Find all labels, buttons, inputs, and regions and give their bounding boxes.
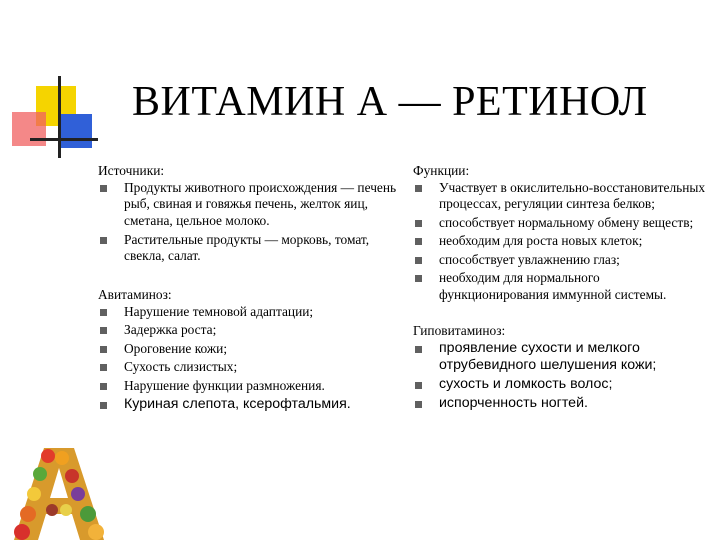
functions-heading: Функции: <box>413 163 470 178</box>
bullet-icon <box>100 185 107 192</box>
bullet-icon <box>415 382 422 389</box>
list-item: Участвует в окислительно-восстановительных процессах, регуляции синтеза белков; <box>413 180 713 213</box>
list-item: Задержка роста; <box>98 322 398 339</box>
bullet-icon <box>100 364 107 371</box>
bullet-icon <box>100 383 107 390</box>
list-item: Куриная слепота, ксерофтальмия. <box>98 396 398 413</box>
list-item: Нарушение функции размножения. <box>98 378 398 395</box>
bullet-icon <box>100 237 107 244</box>
bullet-icon <box>100 309 107 316</box>
list-item: Продукты животного происхождения — печень рыб, свиная и говяжья печень, желток яиц, сметана, цельное молоко. <box>98 180 398 230</box>
list-item: необходим для роста новых клеток; <box>413 233 713 250</box>
decor-blue-square <box>58 114 92 148</box>
avitaminosis-heading: Авитаминоз: <box>98 287 172 302</box>
bullet-icon <box>100 327 107 334</box>
avitaminosis-list <box>98 304 398 414</box>
list-item: Ороговение кожи; <box>98 341 398 358</box>
sources-heading: Источники: <box>98 163 165 178</box>
list-item: Нарушение темновой адаптации; <box>98 304 398 321</box>
right-column <box>413 163 713 414</box>
bullet-icon <box>415 220 422 227</box>
bullet-icon <box>415 185 422 192</box>
bullet-icon <box>415 346 422 353</box>
bullet-icon <box>100 402 107 409</box>
sources-list <box>98 180 398 265</box>
list-item: проявление сухости и мелкого отрубевидного шелушения кожи; <box>413 340 713 374</box>
list-item: способствует нормальному обмену веществ; <box>413 215 713 232</box>
decor-horizontal-line <box>30 138 98 141</box>
bullet-icon <box>415 275 422 282</box>
list-item: Сухость слизистых; <box>98 359 398 376</box>
bullet-icon <box>415 238 422 245</box>
bullet-icon <box>415 401 422 408</box>
hypovitaminosis-list <box>413 340 713 412</box>
list-item: способствует увлажнению глаз; <box>413 252 713 269</box>
list-item: испорченность ногтей. <box>413 395 713 412</box>
list-item: необходим для нормального функционирования иммунной системы. <box>413 270 713 303</box>
list-item: Растительные продукты — морковь, томат, свекла, салат. <box>98 232 398 265</box>
bullet-icon <box>415 257 422 264</box>
fruit-letter-a-icon <box>0 448 120 540</box>
left-column <box>98 163 398 415</box>
functions-list <box>413 180 713 304</box>
bullet-icon <box>100 346 107 353</box>
slide-title: ВИТАМИН А — РЕТИНОЛ <box>132 79 648 125</box>
hypovitaminosis-heading: Гиповитаминоз: <box>413 323 506 338</box>
decor-vertical-line <box>58 76 61 158</box>
list-item: сухость и ломкость волос; <box>413 376 713 393</box>
